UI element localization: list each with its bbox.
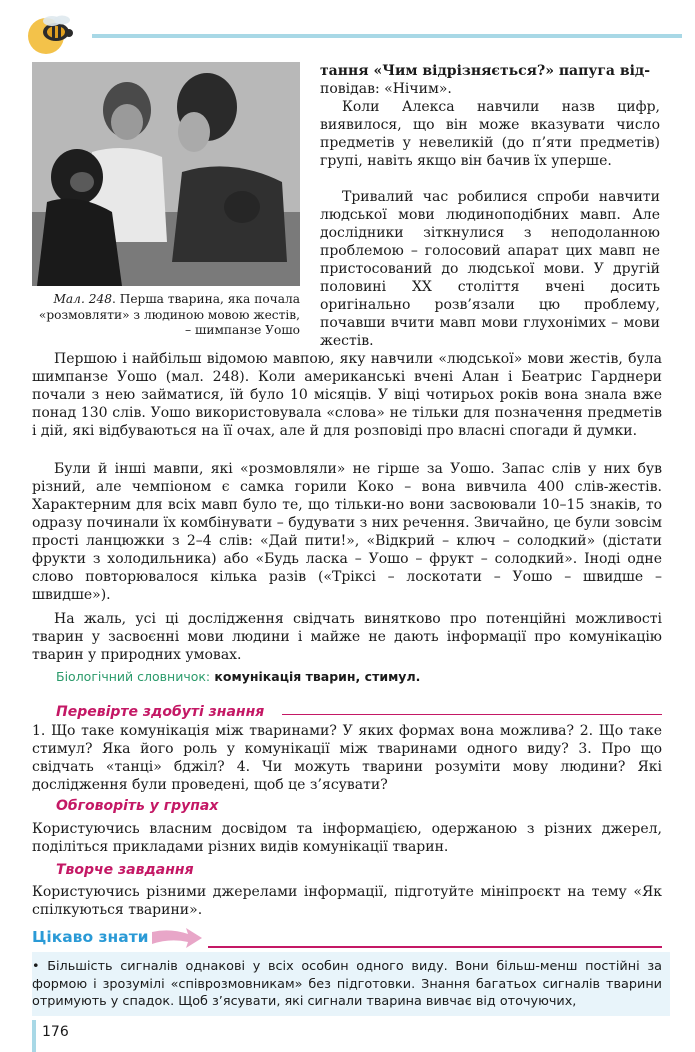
figure-caption bbox=[32, 292, 300, 339]
arrow-icon bbox=[150, 926, 204, 950]
paragraph-conclusion: На жаль, усі ці дослідження свідчать винятково про потенційні можливості тварин у засвоєнні мови людини і майже не дають інформації про комунікацію тварин у природних умовах. bbox=[32, 611, 662, 663]
paragraph-koko: Були й інші мавпи, які «розмовляли» не гірше за Уошо. Запас слів у них був різний, але чемпіоном є самка горили Коко – вона вивчила 400 слів-жестів. Характерним для всіх мавп було те, що тільки-но вони засвоювали 10–15 знаків, то одразу починали їх комбінувати – будувати з них речення. Звичайно, це були зовсім прості ланцюжки з 2–4 слів: «Дай пити!», «Відкрий – ключ – солодкий» (дістати фрукти з холодильника) або «Будь ласка – Уошо – фрукт – солодкий». Іноді одне слово повторювалося кілька разів («Тріксі – лоскотати – Уошо – швидше – швидше»). bbox=[32, 461, 662, 603]
glossary bbox=[56, 668, 420, 686]
interesting-title: Цікаво знати bbox=[32, 928, 149, 946]
section-title-creative: Творче завдання bbox=[56, 862, 194, 878]
paragraph-apes-speech: Тривалий час робилися спроби навчити людської мови людиноподібних мавп. Але дослідники зіткнулися з неподоланною проблемою – голосовий апарат цих мавп не пристосований до людської мови. У другій половині XX століття вчені досить оригінально розв’язали цю проблему, почавши вчити мавп мови глухонімих – мови жестів. bbox=[320, 189, 660, 349]
page-number: 176 bbox=[42, 1024, 69, 1040]
bee-icon bbox=[22, 8, 84, 56]
section-text-discuss: Користуючись власним досвідом та інформацією, одержаною з різних джерел, поділіться прикладами різних видів комунікації тварин. bbox=[32, 821, 662, 855]
chimpanzee-photo bbox=[32, 62, 300, 286]
header-rule bbox=[92, 34, 682, 38]
paragraph-parrot-answer bbox=[320, 62, 660, 98]
parrot-answer-rest: повідав: «Нічим». bbox=[320, 81, 452, 97]
caption-text: . Перша тварина, яка почала «розмовляти» з людиною мовою жестів, – шимпанзе Уошо bbox=[38, 292, 300, 337]
glossary-label: Біологічний словничок: bbox=[56, 669, 211, 684]
page-number-bar bbox=[32, 1020, 36, 1052]
section-text-check: 1. Що таке комунікація між тваринами? У яких формах вона можлива? 2. Що таке стимул? Яка його роль у комунікації між тваринами одного виду? 3. Про що свідчать «танці» бджіл? 4. Чи можуть тварини розуміти мову людини? Які дослідження були проведені, щоб це з’ясувати? bbox=[32, 723, 662, 793]
section-title-discuss: Обговоріть у групах bbox=[56, 798, 219, 814]
paragraph-washoe: Першою і найбільш відомою мавпою, яку навчили «людської» мови жестів, була шимпанзе Уошо (мал. 248). Коли американські вчені Алан і Беатрис Гарднери почали з нею займатися, їй було 10 місяців. У віці чотирьох років вона знала вже понад 130 слів. Уошо використовувала «слова» не тільки для позначення предметів і дій, які відбуваються на її очах, але й для розповіді про власні спогади й думки. bbox=[32, 351, 662, 439]
section-rule-check bbox=[282, 714, 662, 715]
parrot-answer-bold: тання «Чим відрізняється?» папуга від- bbox=[320, 63, 651, 79]
paragraph-alex-numbers: Коли Алекса навчили назв цифр, виявилося, що він може вказувати число предметів у невеликій (до п’яти предметів) групі, навіть якщо він бачив їх уперше. bbox=[320, 99, 660, 169]
caption-label: Мал. 248 bbox=[53, 292, 112, 306]
interesting-text: • Більшість сигналів однакові у всіх особин одного виду. Вони більш-менш постійні за формою і зрозумілі «співрозмовникам» без підготовки. Знання багатьох сигналів тварини отримують у спадок. Щоб з’ясувати, які сигнали тварина вивчає від оточуючих, bbox=[32, 959, 662, 1009]
section-title-check: Перевірте здобуті знання bbox=[56, 704, 265, 720]
glossary-terms: комунікація тварин, стимул. bbox=[214, 669, 421, 684]
section-text-creative: Користуючись різними джерелами інформації, підготуйте мініпроєкт на тему «Як спілкуються тварини». bbox=[32, 884, 662, 918]
interesting-rule bbox=[208, 946, 662, 948]
